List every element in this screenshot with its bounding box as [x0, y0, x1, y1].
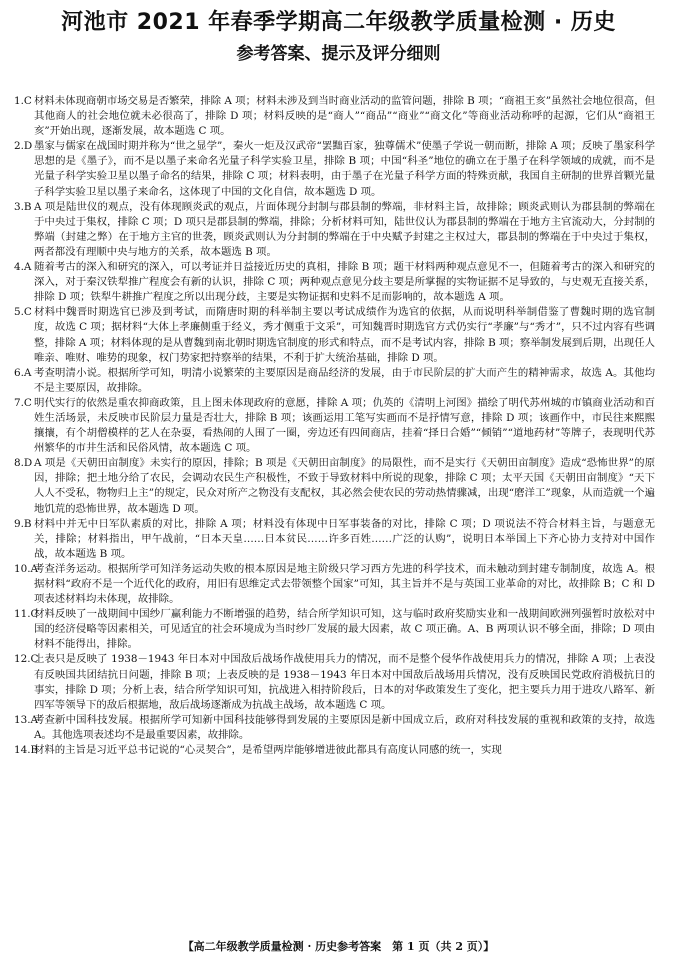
answer-item	[14, 305, 655, 365]
answer-text: A 项是《天朝田亩制度》未实行的原因，排除；B 项是《天朝田亩制度》的局限性，而不是实行《天朝田亩制度》造成“恐怖世界”的原因，排除；把土地分给了农民，会调动农民生产积极性，不致于导致材料中所说的现象，排除 C 项；太平天国《天朝田亩制度》“天下人人不受私，物物归上主”的规定，民众对所产之物没有支配权，其必然会使农民的劳动热情骤减，出现“磨洋工”现象，从而造就一个遍地饥荒的恐怖世界，故本题选 D 项。	[34, 457, 655, 515]
answer-text: 材料的主旨是习近平总书记说的“心灵契合”，是希望两岸能够增进彼此都具有高度认同感的统一，实现	[34, 744, 502, 757]
answer-number: 11.C	[14, 608, 39, 621]
answer-item	[14, 200, 655, 260]
answer-item	[14, 713, 655, 743]
answer-item	[14, 562, 655, 607]
answer-number: 5.C	[14, 306, 32, 319]
answer-item	[14, 396, 655, 456]
answer-number: 12.C	[14, 653, 39, 666]
page-footer: 【高二年级教学质量检测 · 历史参考答案 第 1 页（共 2 页）】	[182, 940, 495, 953]
answer-text: 上表只是反映了 1938－1943 年日本对中国敌后战场作战使用兵力的情况，而不是整个侵华作战使用兵力的情况，排除 A 项；上表没有反映国共团结抗日问题，排除 B 项；上表反映的是 1938－1943 年日本对中国敌后战场用兵情况，没有反映国民党政府消极抗日的事实，排除 D 项；分析上表，结合所学知识可知，抗战进入相持阶段后，日本的对华政策发生了变化，把主要兵力用于进攻八路军、新四军等领导下的敌后根据地，敌后战场逐渐成为抗战主战场，故本题选 C 项。	[34, 653, 655, 711]
answer-text: 材料未体现商朝市场交易是否繁荣，排除 A 项；材料未涉及到当时商业活动的监管问题，排除 B 项；“商祖王亥”虽然社会地位很高，但其他商人的社会地位就未必很高了，排除 D 项；材料反映的是“商人”“商品”“商业”“商文化”等商业活动称呼的起源，它们从“商祖王亥”开始出现，逐渐发展，故本题选 C 项。	[34, 95, 655, 138]
answer-text: 考查新中国科技发展。根据所学可知新中国科技能够得到发展的主要原因是新中国成立后，政府对科技发展的重视和政策的支持，故选 A。其他选项表述均不是最重要因素，故排除。	[34, 713, 655, 741]
answer-number: 9.B	[14, 517, 32, 530]
answer-item	[14, 743, 655, 758]
answer-number: 7.C	[14, 396, 32, 409]
answer-item	[14, 456, 655, 516]
answer-item	[14, 517, 655, 562]
answer-text: 考查洋务运动。根据所学可知洋务运动失败的根本原因是地主阶级只学习西方先进的科学技术，而未触动到封建专制制度，故选 A。根据材料“政府不是一个近代化的政府，用旧有思维定式去带领整个国家”可知，其主旨并不是与英国工业革命的对比，故排除 B；C 和 D 项表述材料均未体现，故排除。	[34, 562, 655, 606]
answer-number: 14.B	[14, 744, 39, 757]
answer-item	[14, 139, 655, 199]
answer-text: 明代实行的依然是重农抑商政策，且上图未体现政府的意愿，排除 A 项；仇英的《清明上河图》描绘了明代苏州城的市镇商业活动和百姓生活场景，未反映市民阶层力量是否壮大，排除 B 项；该画运用工笔写实画而不是抒情写意，排除 D 项；该画作中，市民往来熙熙攘攘，有个胡僧模样的艺人在杂耍，看热闹的人围了一圈，旁边还有四间商店，挂着“择日合婚”“倾销”“道地药材”等牌子，表现明代苏州繁华的市井生活和民俗风情，故本题选 C 项。	[34, 396, 655, 455]
answer-text: 材料中并无中日军队素质的对比，排除 A 项；材料没有体现中日军事装备的对比，排除 C 项；D 项说法不符合材料主旨，与题意无关，排除；材料指出，甲午战前，“日本天皇……日本贫民……许多百姓……广泛的认购”，说明日本举国上下齐心协力支持对中国作战，故本题选 B 项。	[34, 517, 655, 560]
answer-item	[14, 607, 655, 652]
answer-text: 随着考古的深入和研究的深入，可以考证并日益接近历史的真相，排除 B 项；题干材料两种观点意见不一，但随着考古的深入和研究的深入，对于秦汉铁犁推广程度会有新的认识，排除 C 项；两种观点意见分歧主要是所掌握的实物证据不足导致的，与史观无直接关系，排除 D 项；铁犁牛耕推广程度之所以出现分歧，主要是实物证据和史料不足而影响的，故本题选 A 项。	[34, 261, 655, 304]
answer-number: 3.B	[14, 200, 32, 213]
page-title: 河池市 2021 年春季学期高二年级教学质量检测 · 历史	[61, 10, 616, 35]
answer-item	[14, 366, 655, 396]
answer-number: 2.D	[14, 140, 33, 153]
answer-item	[14, 94, 655, 139]
answer-number: 6.A	[14, 366, 32, 379]
answer-text: 材料反映了一战期间中国纱厂赢利能力不断增强的趋势，结合所学知识可知，这与临时政府奖励实业和一战期间欧洲列强暂时放松对中国的经济侵略等因素相关，可见适宜的社会环境成为当时纱厂发展的最大因素，故 C 项正确。A、B 两项认识不够全面，排除；D 项由材料不能得出，排除。	[34, 608, 655, 651]
page-subtitle: 参考答案、提示及评分细则	[236, 44, 441, 64]
answer-list	[14, 94, 655, 758]
answer-item	[14, 652, 655, 712]
answer-text: 材料中魏晋时期选官已涉及到考试，而隋唐时期的科举制主要以考试成绩作为选官的依据，从而说明科举制借鉴了曹魏时期的选官制度，故选 C 项；据材料“大体上孝廉侧重于经义，秀才侧重于文采”，可知魏晋时期选官方式仍实行“孝廉”与“秀才”，只不过内容有些调整，排除 A 项；材料体现的是从曹魏到南北朝时期选官制度的形式和特点，而不是考试内容，排除 B 项；察举制发展到后期，出现任人唯亲、唯财、唯势的现象，权门势家把持察举的结果，不利于扩大统治基础，排除 D 项。	[34, 306, 655, 364]
answer-number: 1.C	[14, 95, 32, 107]
answer-number: 8.D	[14, 457, 33, 470]
answer-text: A 项是陆世仪的观点，没有体现顾炎武的观点，片面体现分封制与郡县制的弊端，非材料主旨，故排除；顾炎武则认为郡县制的弊端在于中央过于集权，排除 C 项；D 项只是郡县制的弊端，排除；分析材料可知，陆世仪认为郡县制的弊端在于地方主官流动大，分封制的弊端（封建之弊）在于地方主官的世袭，顾炎武则认为分封制的弊端在于中央赋予封建之主权过大，郡县制的弊端在于中央过于集权，两者都没有理顺中央与地方的关系，故本题选 B 项。	[34, 200, 655, 258]
answer-number: 4.A	[14, 261, 32, 274]
answer-number: 13.A	[14, 713, 39, 726]
answer-text: 考查明清小说。根据所学可知，明清小说繁荣的主要原因是商品经济的发展，由于市民阶层的扩大而产生的精神需求，故选 A。其他均不是主要原因，故排除。	[34, 366, 655, 394]
answer-text: 墨家与儒家在战国时期并称为“世之显学”，秦火一炬及汉武帝“罢黜百家，独尊儒术”使墨子学说一朝而断，排除 A 项；反映了墨家科学思想的是《墨子》，而不是以墨子来命名光量子科学实验卫星，排除 B 项；中国“科圣”地位的确立在于墨子在科学领域的成就，而不是光量子科学实验卫星以墨子命名的结果，排除 C 项；材料表明，由于墨子在光量子科学方面的特殊贡献，我国自主研制的世界首颗光量子科学实验卫星以墨子来命名，这体现了中国的文化自信，故本题选 D 项。	[34, 140, 655, 198]
answer-number: 10.A	[14, 562, 39, 575]
answer-item	[14, 260, 655, 305]
